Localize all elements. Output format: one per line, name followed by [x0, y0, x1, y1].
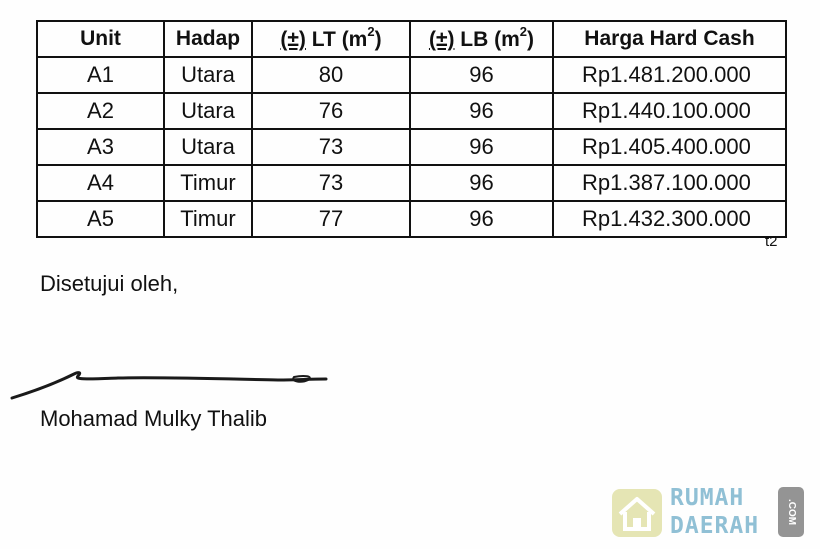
cell-price: Rp1.440.100.000 [553, 93, 786, 129]
table-row [37, 201, 786, 237]
cell-building-area: 96 [410, 57, 553, 93]
plus-minus-sign: (±) [428, 28, 455, 51]
header-building-area [410, 21, 553, 57]
watermark-suffix: .COM [778, 487, 804, 537]
cell-facing: Utara [164, 57, 252, 93]
cell-facing: Timur [164, 165, 252, 201]
page-mark: t2 [765, 233, 778, 250]
header-facing: Hadap [164, 21, 252, 57]
table-header-row [37, 21, 786, 57]
squared-superscript: 2 [367, 24, 375, 39]
cell-land-area: 73 [252, 165, 410, 201]
cell-unit: A5 [37, 201, 164, 237]
header-land-area-label: LT (m [305, 28, 368, 51]
header-close-paren: ) [374, 28, 382, 51]
cell-building-area: 96 [410, 93, 553, 129]
watermark-logo [610, 483, 810, 543]
header-close-paren: ) [527, 28, 535, 51]
house-icon [610, 487, 664, 539]
header-land-area [252, 21, 410, 57]
cell-land-area: 77 [252, 201, 410, 237]
cell-building-area: 96 [410, 201, 553, 237]
table-row [37, 129, 786, 165]
cell-land-area: 73 [252, 129, 410, 165]
header-building-area-label: LB (m [454, 28, 520, 51]
cell-unit: A3 [37, 129, 164, 165]
cell-unit: A1 [37, 57, 164, 93]
price-table [36, 20, 787, 238]
cell-land-area: 80 [252, 57, 410, 93]
header-unit: Unit [37, 21, 164, 57]
table-row [37, 57, 786, 93]
cell-facing: Timur [164, 201, 252, 237]
table-row [37, 165, 786, 201]
table-row [37, 93, 786, 129]
plus-minus-sign: (±) [280, 28, 306, 51]
cell-price: Rp1.405.400.000 [553, 129, 786, 165]
signature-stroke [8, 360, 338, 410]
signer-name: Mohamad Mulky Thalib [40, 406, 268, 431]
cell-price: Rp1.432.300.000 [553, 201, 786, 237]
cell-land-area: 76 [252, 93, 410, 129]
cell-price: Rp1.481.200.000 [553, 57, 786, 93]
squared-superscript: 2 [519, 24, 528, 39]
cell-price: Rp1.387.100.000 [553, 165, 786, 201]
cell-unit: A4 [37, 165, 164, 201]
watermark-line1: RUMAH [670, 485, 745, 511]
cell-building-area: 96 [410, 165, 553, 201]
cell-unit: A2 [37, 93, 164, 129]
cell-facing: Utara [164, 129, 252, 165]
approval-label: Disetujui oleh, [40, 271, 179, 296]
cell-building-area: 96 [410, 129, 553, 165]
header-price: Harga Hard Cash [553, 21, 786, 57]
watermark-line2: DAERAH [670, 513, 760, 539]
cell-facing: Utara [164, 93, 252, 129]
